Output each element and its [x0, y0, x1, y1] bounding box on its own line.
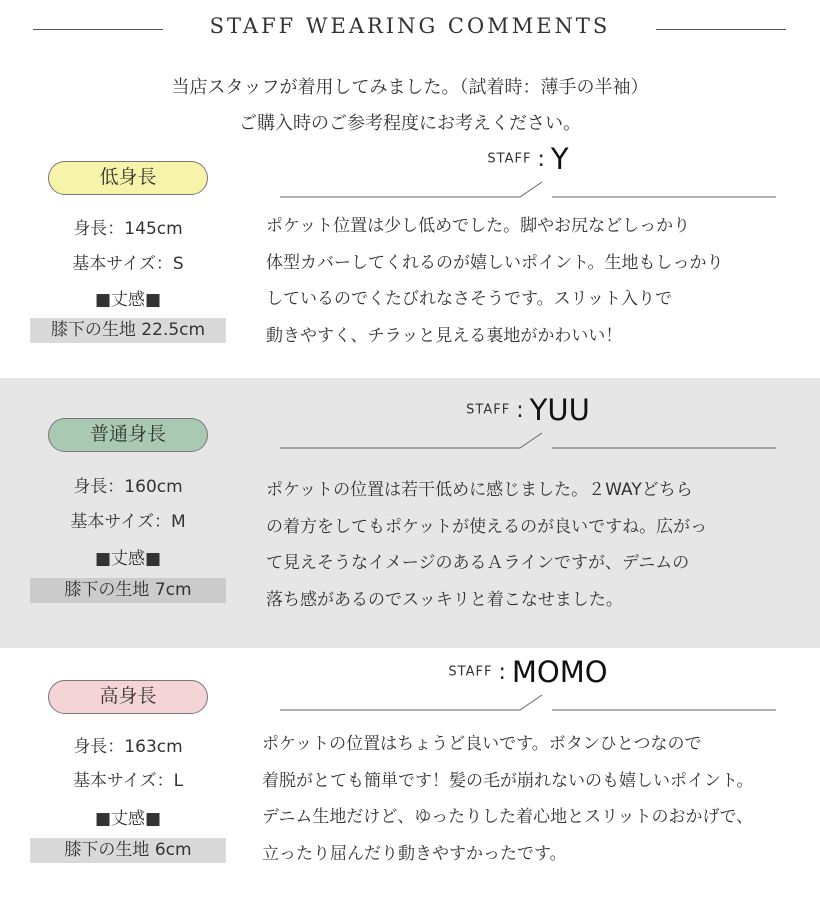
- stat-height: 身長：145cm: [73, 219, 183, 239]
- staff-comment: [262, 726, 753, 872]
- staff-name: YUU: [529, 393, 590, 427]
- stat-size: 基本サイズ：M: [70, 512, 186, 532]
- stat-length-title: ■丈感■: [94, 290, 162, 310]
- speech-pointer-line: [280, 427, 776, 449]
- speech-pointer-line: [280, 176, 776, 198]
- comment-line: 着脱がとても簡単です！髪の毛が崩れないのも嬉しいポイント。: [262, 770, 754, 791]
- comment-line: しているのでくたびれなさそうです。スリット入りで: [266, 289, 672, 309]
- stat-length-title: ■丈感■: [94, 549, 162, 569]
- stat-size: 基本サイズ：S: [72, 254, 184, 274]
- comment-line: ポケットの位置は若干低めに感じました。２WAYどちら: [266, 480, 693, 500]
- comment-line: の着方をしてもポケットが使えるのが良いですね。広がっ: [266, 516, 708, 537]
- intro-text: [0, 70, 820, 142]
- staff-label: [280, 393, 776, 427]
- speech-pointer-line: [280, 689, 776, 711]
- comment-line: 動きやすく、チラッと見える裏地がかわいい！: [266, 325, 623, 346]
- comment-line: デニム生地だけど、ゆったりした着心地とスリットのおかげで、: [262, 807, 754, 827]
- intro-line-2: ご購入時のご参考程度にお考えください。: [239, 113, 581, 134]
- stat-size: 基本サイズ：L: [72, 771, 184, 791]
- comment-line: 立ったり屈んだり動きやすかったです。: [262, 843, 567, 864]
- staff-name: Y: [550, 142, 569, 176]
- staff-name-tag: [280, 655, 776, 711]
- category-pill-short: 低身長: [48, 161, 208, 195]
- intro-line-1: 当店スタッフが着用してみました。（試着時：薄手の半袖）: [171, 77, 649, 98]
- staff-colon: :: [537, 146, 545, 172]
- comment-line: 体型カバーしてくれるのが嬉しいポイント。生地もしっかり: [266, 252, 724, 273]
- staff-label: [280, 655, 776, 689]
- comment-line: ポケットの位置はちょうど良いです。ボタンひとつなので: [262, 734, 702, 754]
- category-pill-average: 普通身長: [48, 418, 208, 452]
- page-title: STAFF WEARING COMMENTS: [209, 14, 611, 38]
- comment-line: ポケット位置は少し低めでした。脚やお尻などしっかり: [266, 216, 691, 236]
- page-header: [0, 0, 820, 60]
- stat-height: 身長：163cm: [73, 737, 183, 757]
- staff-comment: [266, 472, 707, 618]
- staff-label: [280, 142, 776, 176]
- staff-comment: [266, 208, 723, 354]
- stat-length: 膝下の生地 6cm: [30, 838, 226, 863]
- comment-line: て見えそうなイメージのあるＡラインですが、デニムの: [266, 553, 690, 573]
- staff-section-average: [0, 378, 820, 648]
- stat-length-title: ■丈感■: [94, 809, 162, 829]
- stat-length: 膝下の生地 7cm: [30, 578, 226, 603]
- stat-length: 膝下の生地 22.5cm: [30, 318, 226, 343]
- staff-name: MOMO: [511, 655, 608, 689]
- staff-name-tag: [280, 393, 776, 449]
- staff-section-short: [0, 142, 820, 378]
- staff-prefix: STAFF: [448, 664, 493, 680]
- comment-line: 落ち感があるのでスッキリと着こなせました。: [266, 589, 623, 610]
- stat-height: 身長：160cm: [73, 477, 183, 497]
- staff-prefix: STAFF: [487, 151, 532, 167]
- staff-name-tag: [280, 142, 776, 198]
- staff-colon: :: [516, 397, 524, 423]
- staff-colon: :: [498, 659, 506, 685]
- staff-prefix: STAFF: [466, 402, 511, 418]
- category-pill-tall: 高身長: [48, 680, 208, 714]
- header-rule-right: [656, 29, 786, 30]
- staff-section-tall: [0, 648, 820, 900]
